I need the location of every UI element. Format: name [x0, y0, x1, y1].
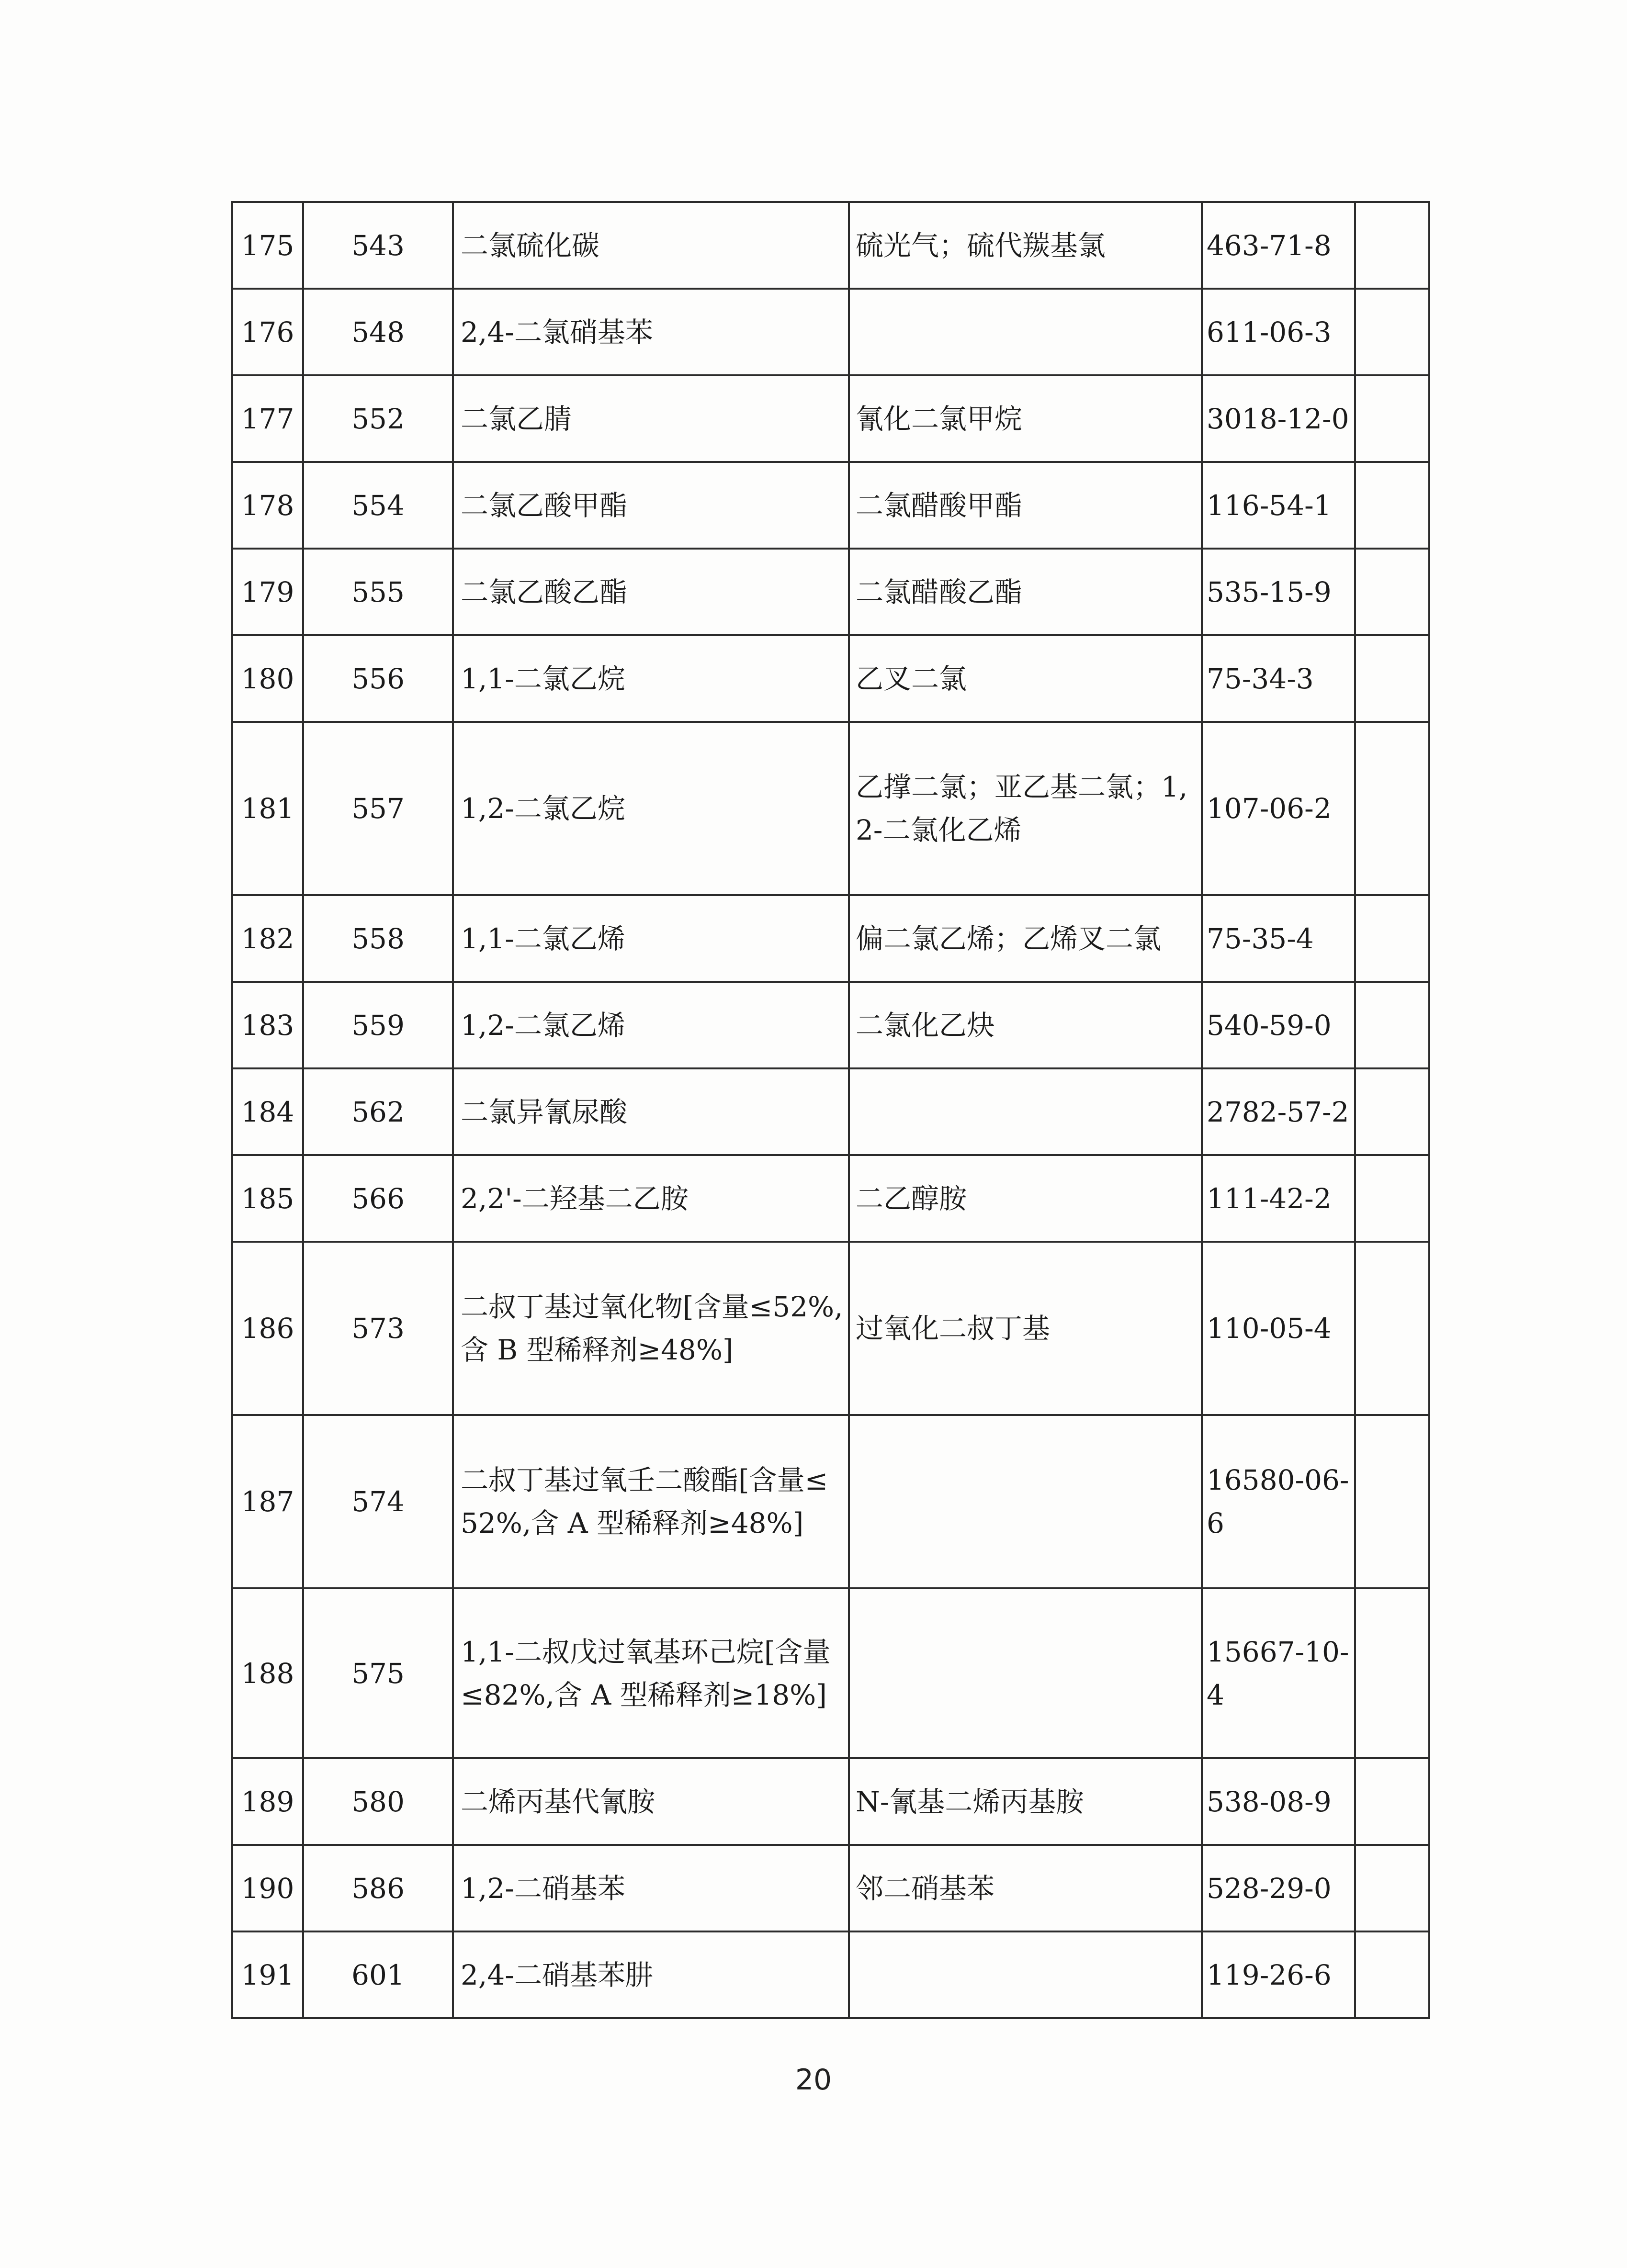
- alias-cell: 二氯化乙炔: [849, 982, 1202, 1068]
- alias-cell: [849, 1588, 1202, 1758]
- alias-cell: 二氯醋酸乙酯: [849, 549, 1202, 635]
- alias-cell: N-氰基二烯丙基胺: [849, 1758, 1202, 1845]
- name-cell: 二烯丙基代氰胺: [453, 1758, 849, 1845]
- alias-cell: 硫光气；硫代羰基氯: [849, 202, 1202, 289]
- table-row: [232, 1758, 1429, 1845]
- cas-cell: 111-42-2: [1202, 1155, 1355, 1242]
- table-row: [232, 202, 1429, 289]
- alias-cell: 乙叉二氯: [849, 635, 1202, 722]
- cas-cell: 119-26-6: [1202, 1931, 1355, 2018]
- cas-cell: 15667-10-4: [1202, 1588, 1355, 1758]
- number-cell: 601: [303, 1931, 453, 2018]
- name-cell: 1,2-二氯乙烷: [453, 722, 849, 895]
- alias-cell: 邻二硝基苯: [849, 1845, 1202, 1931]
- note-cell: [1355, 1845, 1429, 1931]
- number-cell: 554: [303, 462, 453, 549]
- alias-cell: 偏二氯乙烯；乙烯叉二氯: [849, 895, 1202, 982]
- seq-cell: 191: [232, 1931, 303, 2018]
- name-cell: 2,4-二硝基苯肼: [453, 1931, 849, 2018]
- note-cell: [1355, 1242, 1429, 1415]
- cas-cell: 16580-06-6: [1202, 1415, 1355, 1588]
- number-cell: 558: [303, 895, 453, 982]
- table-row: [232, 1588, 1429, 1758]
- name-cell: 二氯乙腈: [453, 375, 849, 462]
- alias-cell: [849, 1068, 1202, 1155]
- note-cell: [1355, 1588, 1429, 1758]
- cas-cell: 528-29-0: [1202, 1845, 1355, 1931]
- cas-cell: 75-35-4: [1202, 895, 1355, 982]
- alias-cell: 过氧化二叔丁基: [849, 1242, 1202, 1415]
- seq-cell: 175: [232, 202, 303, 289]
- note-cell: [1355, 1931, 1429, 2018]
- cas-cell: 3018-12-0: [1202, 375, 1355, 462]
- cas-cell: 611-06-3: [1202, 289, 1355, 375]
- number-cell: 556: [303, 635, 453, 722]
- name-cell: 二叔丁基过氧壬二酸酯[含量≤52%,含 A 型稀释剂≥48%]: [453, 1415, 849, 1588]
- table-row: [232, 635, 1429, 722]
- name-cell: 二氯乙酸甲酯: [453, 462, 849, 549]
- alias-cell: 乙撑二氯；亚乙基二氯；1,2-二氯化乙烯: [849, 722, 1202, 895]
- number-cell: 574: [303, 1415, 453, 1588]
- seq-cell: 180: [232, 635, 303, 722]
- seq-cell: 182: [232, 895, 303, 982]
- alias-cell: 氰化二氯甲烷: [849, 375, 1202, 462]
- number-cell: 555: [303, 549, 453, 635]
- name-cell: 1,1-二氯乙烷: [453, 635, 849, 722]
- chemical-table: [231, 201, 1430, 2019]
- table-row: [232, 289, 1429, 375]
- note-cell: [1355, 462, 1429, 549]
- table-row: [232, 895, 1429, 982]
- number-cell: 543: [303, 202, 453, 289]
- seq-cell: 179: [232, 549, 303, 635]
- alias-cell: [849, 1415, 1202, 1588]
- seq-cell: 185: [232, 1155, 303, 1242]
- number-cell: 575: [303, 1588, 453, 1758]
- note-cell: [1355, 1758, 1429, 1845]
- name-cell: 二氯乙酸乙酯: [453, 549, 849, 635]
- number-cell: 580: [303, 1758, 453, 1845]
- name-cell: 二叔丁基过氧化物[含量≤52%,含 B 型稀释剂≥48%]: [453, 1242, 849, 1415]
- table-row: [232, 1068, 1429, 1155]
- alias-cell: [849, 289, 1202, 375]
- number-cell: 573: [303, 1242, 453, 1415]
- table-row: [232, 982, 1429, 1068]
- seq-cell: 176: [232, 289, 303, 375]
- seq-cell: 188: [232, 1588, 303, 1758]
- note-cell: [1355, 549, 1429, 635]
- cas-cell: 463-71-8: [1202, 202, 1355, 289]
- chemical-table-body: [232, 202, 1429, 2018]
- alias-cell: 二乙醇胺: [849, 1155, 1202, 1242]
- cas-cell: 75-34-3: [1202, 635, 1355, 722]
- table-row: [232, 1415, 1429, 1588]
- seq-cell: 177: [232, 375, 303, 462]
- table-row: [232, 462, 1429, 549]
- name-cell: 2,2'-二羟基二乙胺: [453, 1155, 849, 1242]
- name-cell: 1,2-二硝基苯: [453, 1845, 849, 1931]
- table-row: [232, 375, 1429, 462]
- table-row: [232, 722, 1429, 895]
- note-cell: [1355, 289, 1429, 375]
- alias-cell: 二氯醋酸甲酯: [849, 462, 1202, 549]
- note-cell: [1355, 635, 1429, 722]
- note-cell: [1355, 202, 1429, 289]
- note-cell: [1355, 1415, 1429, 1588]
- seq-cell: 184: [232, 1068, 303, 1155]
- alias-cell: [849, 1931, 1202, 2018]
- number-cell: 562: [303, 1068, 453, 1155]
- note-cell: [1355, 895, 1429, 982]
- table-row: [232, 1155, 1429, 1242]
- note-cell: [1355, 1155, 1429, 1242]
- name-cell: 1,1-二叔戊过氧基环己烷[含量≤82%,含 A 型稀释剂≥18%]: [453, 1588, 849, 1758]
- number-cell: 566: [303, 1155, 453, 1242]
- seq-cell: 189: [232, 1758, 303, 1845]
- note-cell: [1355, 722, 1429, 895]
- seq-cell: 187: [232, 1415, 303, 1588]
- cas-cell: 535-15-9: [1202, 549, 1355, 635]
- table-row: [232, 549, 1429, 635]
- cas-cell: 110-05-4: [1202, 1242, 1355, 1415]
- name-cell: 1,1-二氯乙烯: [453, 895, 849, 982]
- name-cell: 2,4-二氯硝基苯: [453, 289, 849, 375]
- table-row: [232, 1845, 1429, 1931]
- name-cell: 二氯硫化碳: [453, 202, 849, 289]
- page-number: 20: [795, 2063, 832, 2097]
- seq-cell: 181: [232, 722, 303, 895]
- seq-cell: 190: [232, 1845, 303, 1931]
- number-cell: 586: [303, 1845, 453, 1931]
- seq-cell: 186: [232, 1242, 303, 1415]
- number-cell: 557: [303, 722, 453, 895]
- table-row: [232, 1931, 1429, 2018]
- note-cell: [1355, 375, 1429, 462]
- seq-cell: 183: [232, 982, 303, 1068]
- table-row: [232, 1242, 1429, 1415]
- number-cell: 559: [303, 982, 453, 1068]
- note-cell: [1355, 1068, 1429, 1155]
- cas-cell: 2782-57-2: [1202, 1068, 1355, 1155]
- cas-cell: 107-06-2: [1202, 722, 1355, 895]
- name-cell: 二氯异氰尿酸: [453, 1068, 849, 1155]
- seq-cell: 178: [232, 462, 303, 549]
- note-cell: [1355, 982, 1429, 1068]
- name-cell: 1,2-二氯乙烯: [453, 982, 849, 1068]
- number-cell: 548: [303, 289, 453, 375]
- number-cell: 552: [303, 375, 453, 462]
- cas-cell: 116-54-1: [1202, 462, 1355, 549]
- cas-cell: 540-59-0: [1202, 982, 1355, 1068]
- cas-cell: 538-08-9: [1202, 1758, 1355, 1845]
